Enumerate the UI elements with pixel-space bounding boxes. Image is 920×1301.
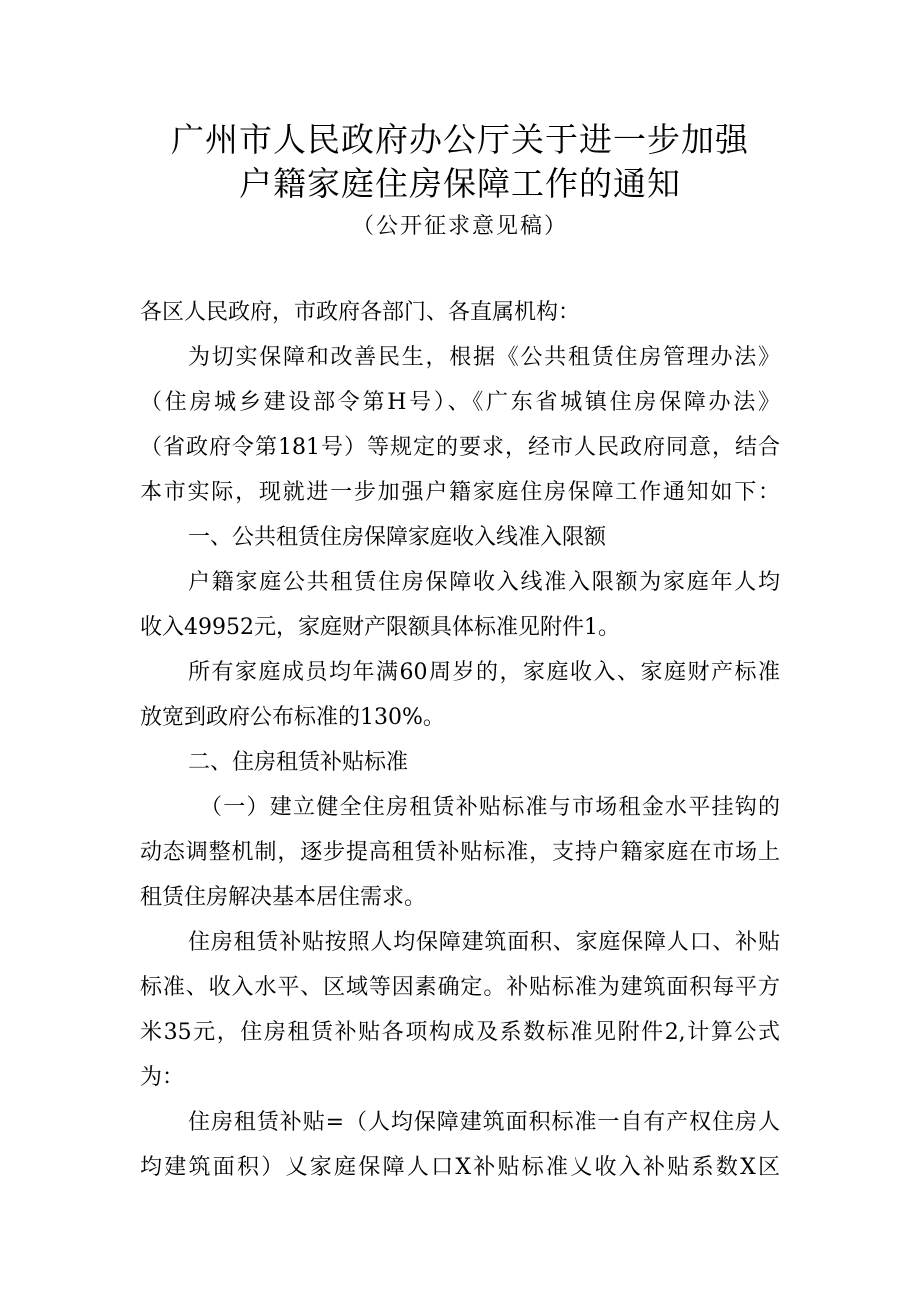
document-subtitle: （公开征求意见稿） [351,214,568,239]
paragraph-line: 住房租赁补贴按照人均保障建筑面积、家庭保障人口、补贴 [188,930,780,955]
paragraph-line: 动态调整机制，逐步提高租赁补贴标准，支持户籍家庭在市场上 [140,840,780,865]
paragraph-line: 放宽到政府公布标准的130%。 [140,705,445,730]
paragraph-line: 为切实保障和改善民生，根据《公共租赁住房管理办法》 [188,345,780,370]
salutation-line: 各区人民政府，市政府各部门、各直属机构： [140,300,581,325]
section-heading-1: 一、公共租赁住房保障家庭收入线准入限额 [188,525,607,550]
section-heading-2: 二、住房租赁补贴标准 [188,750,409,775]
paragraph-line: 户籍家庭公共租赁住房保障收入线准入限额为家庭年人均 [188,570,780,595]
paragraph-line: 本市实际，现就进一步加强户籍家庭住房保障工作通知如下： [140,480,780,505]
formula-line: 均建筑面积）乂家庭保障人口X补贴标准乂收入补贴系数X区 [140,1155,780,1180]
paragraph-line: 收入49952元，家庭财产限额具体标准见附件1。 [140,615,620,640]
paragraph-line: （住房城乡建设部令第H号）、《广东省城镇住房保障办法》 [140,390,780,415]
paragraph-line: （省政府令第181号）等规定的要求，经市人民政府同意，结合 [140,435,780,460]
document-title-line1: 广州市人民政府办公厅关于进一步加强 [171,120,749,159]
paragraph-line: 为： [140,1065,185,1090]
paragraph-line: 米35元，住房租赁补贴各项构成及系数标准见附件2,计算公式 [140,1020,780,1045]
document-title-line2: 户籍家庭住房保障工作的通知 [239,164,681,203]
paragraph-line: 标准、收入水平、区域等因素确定。补贴标准为建筑面积每平方 [140,975,780,1000]
paragraph-line: 所有家庭成员均年满60周岁的，家庭收入、家庭财产标准 [188,660,780,685]
formula-line: 住房租赁补贴=（人均保障建筑面积标准一自有产权住房人 [188,1110,780,1135]
paragraph-line: 租赁住房解决基本居住需求。 [140,885,427,910]
paragraph-line: （一）建立健全住房租赁补贴标准与市场租金水平挂钩的 [200,795,780,820]
